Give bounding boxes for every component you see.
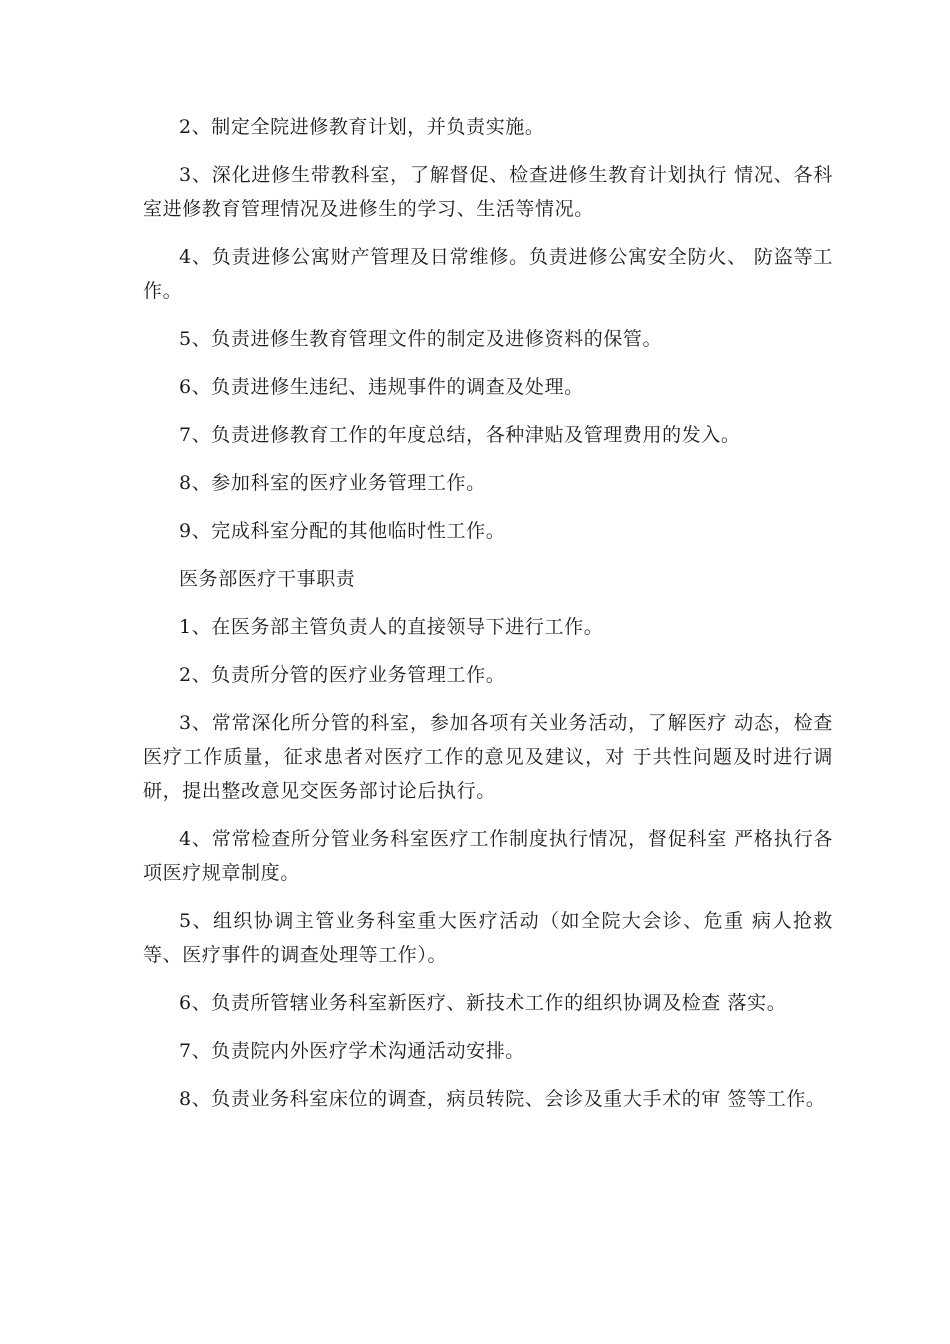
duty-item-6: 6、负责所管辖业务科室新医疗、新技术工作的组织协调及检查 落实。 [179, 992, 787, 1014]
paragraph-item-3: 3、深化进修生带教科室，了解督促、检查进修生教育计划执行 情况、各科室进修教育管理情况及进修生的学习、生活等情况。 [143, 164, 833, 220]
duty-item-2: 2、负责所分管的医疗业务管理工作。 [179, 664, 506, 686]
paragraph-item-2: 2、制定全院进修教育计划，并负责实施。 [179, 116, 545, 138]
document-body [143, 110, 833, 1130]
duty-item-7: 7、负责院内外医疗学术沟通活动安排。 [179, 1040, 525, 1062]
paragraph-item-6: 6、负责进修生违纪、违规事件的调查及处理。 [179, 376, 584, 398]
duty-item-8: 8、负责业务科室床位的调查，病员转院、会诊及重大手术的审 签等工作。 [179, 1088, 826, 1110]
paragraph-item-7: 7、负责进修教育工作的年度总结，各种津贴及管理费用的发入。 [179, 424, 741, 446]
paragraph-item-8: 8、参加科室的医疗业务管理工作。 [179, 472, 486, 494]
paragraph-item-9: 9、完成科室分配的其他临时性工作。 [179, 520, 506, 542]
duty-item-4: 4、常常检查所分管业务科室医疗工作制度执行情况，督促科室 严格执行各项医疗规章制度。 [143, 828, 833, 884]
section-heading: 医务部医疗干事职责 [179, 568, 356, 590]
paragraph-item-4: 4、负责进修公寓财产管理及日常维修。负责进修公寓安全防火、 防盗等工作。 [143, 246, 833, 302]
duty-item-3: 3、常常深化所分管的科室，参加各项有关业务活动，了解医疗 动态，检查医疗工作质量，征求患者对医疗工作的意见及建议，对 于共性问题及时进行调研，提出整改意见交医务部讨论后执行。 [143, 712, 833, 802]
duty-item-5: 5、组织协调主管业务科室重大医疗活动（如全院大会诊、危重 病人抢救等、医疗事件的调查处理等工作）。 [143, 910, 833, 966]
paragraph-item-5: 5、负责进修生教育管理文件的制定及进修资料的保管。 [179, 328, 663, 350]
duty-item-1: 1、在医务部主管负责人的直接领导下进行工作。 [179, 616, 604, 638]
